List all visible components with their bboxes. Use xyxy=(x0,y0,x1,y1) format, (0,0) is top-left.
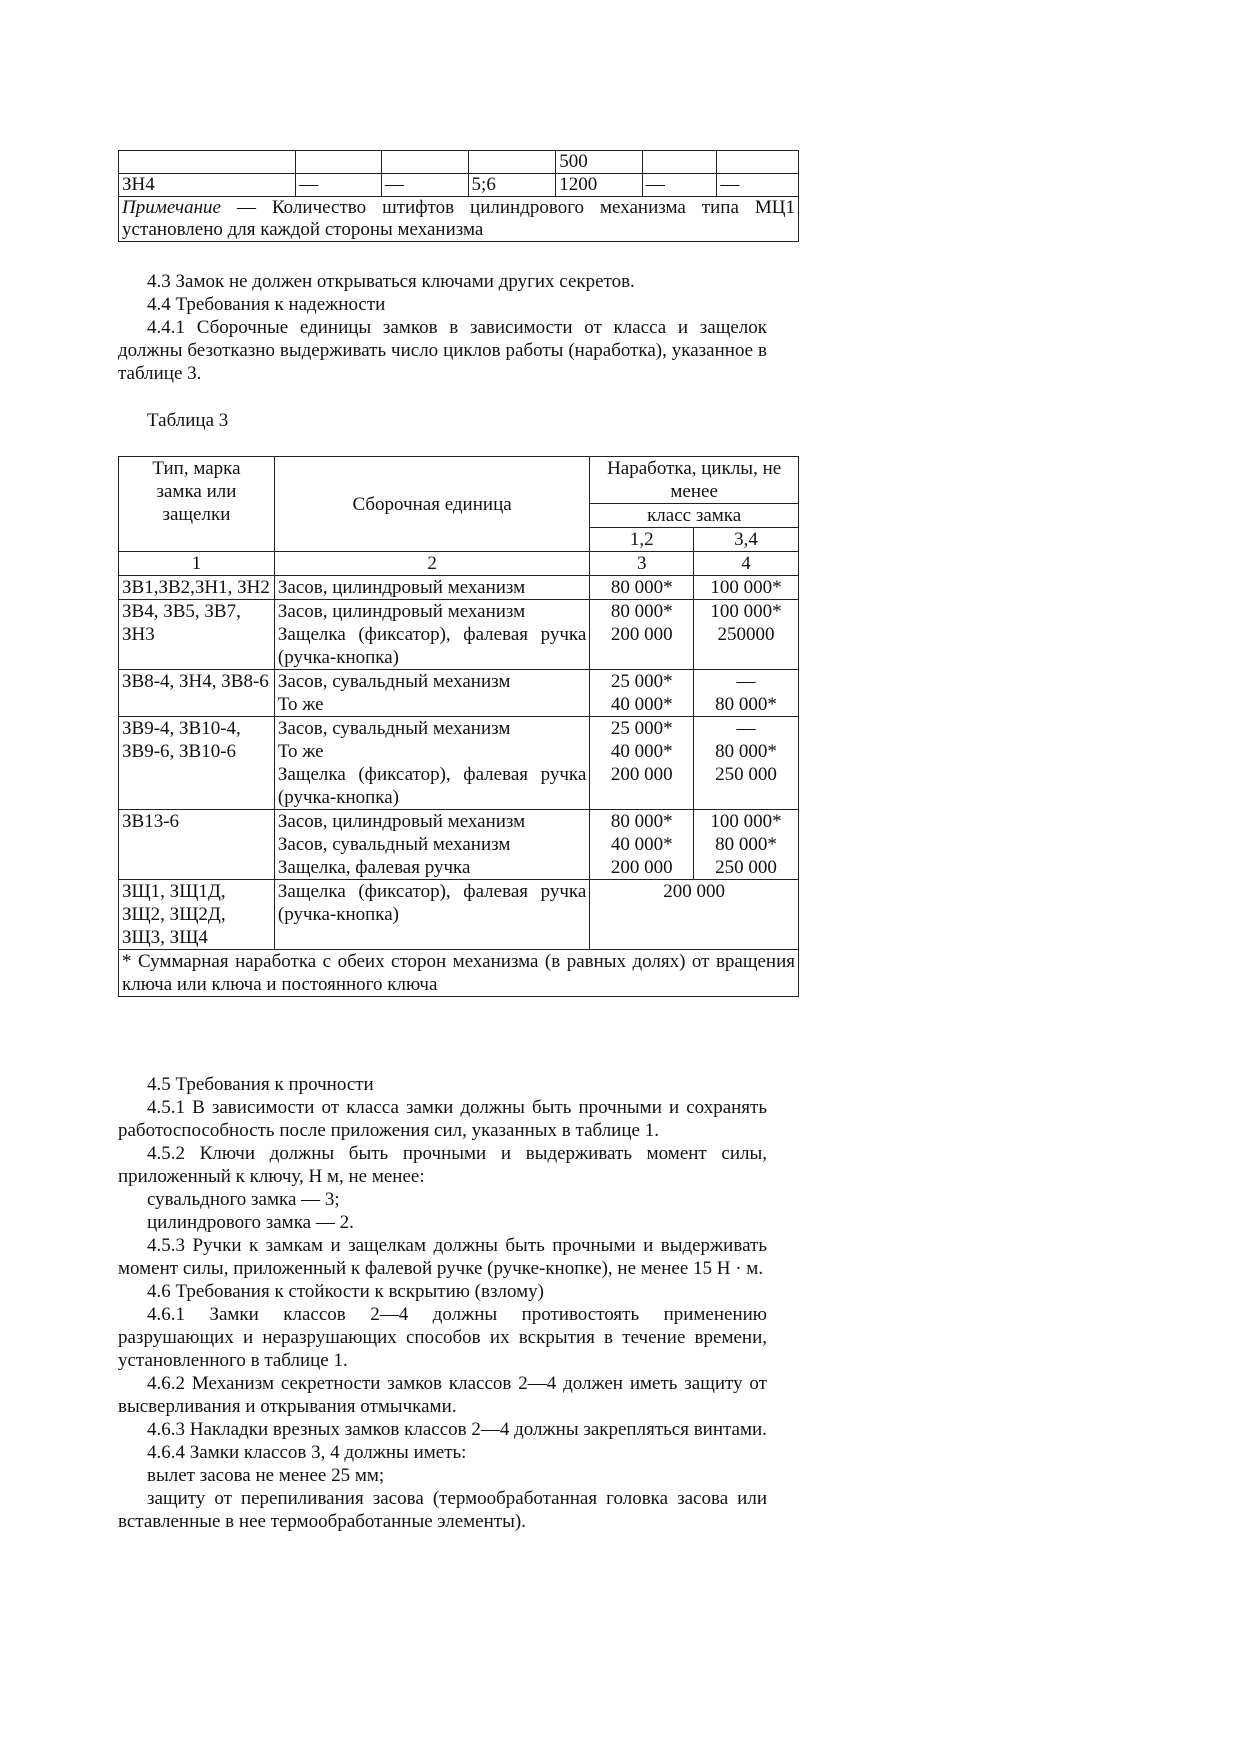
table-note-row xyxy=(119,197,799,242)
table-row xyxy=(119,717,799,810)
table-row xyxy=(119,576,799,600)
table-cell: 5;6 xyxy=(468,174,556,197)
assembly-unit-cell xyxy=(274,576,589,600)
assembly-unit: Засов, цилиндровый механизм xyxy=(277,601,526,622)
table-cell xyxy=(119,151,296,174)
assembly-unit-cell xyxy=(274,600,589,670)
assembly-unit: Защелка (фиксатор), фалевая ручка (ручка-кнопка) xyxy=(277,881,587,925)
runtime-value: 100 000* xyxy=(710,577,782,598)
runtime-class-12 xyxy=(590,810,694,880)
runtime-class-34 xyxy=(694,670,799,717)
runtime-class-34 xyxy=(694,717,799,810)
table-caption: Таблица 3 xyxy=(147,410,229,431)
table-cell: — xyxy=(717,174,799,197)
assembly-unit: Защелка (фиксатор), фалевая ручка (ручка-кнопка) xyxy=(277,764,587,808)
table-cell: — xyxy=(296,174,382,197)
table-3 xyxy=(118,456,799,997)
assembly-unit: То же xyxy=(277,694,324,715)
runtime-value: 25 000* xyxy=(610,718,673,739)
runtime-value: 80 000* xyxy=(610,601,673,622)
table-row xyxy=(119,670,799,717)
table-cell xyxy=(468,151,556,174)
paragraph: 4.4.1 Сборочные единицы замков в зависимости от класса и защелок должны безотказно выдерживать число циклов работы (наработка), указанное в таблице 3. xyxy=(118,317,767,384)
runtime-value: 200 000 xyxy=(610,764,673,785)
paragraph: сувальдного замка — 3; xyxy=(147,1189,340,1210)
table-cell xyxy=(296,151,382,174)
lock-type-cell: ЗВ4, ЗВ5, ЗВ7, ЗН3 xyxy=(119,600,275,670)
runtime-class-34 xyxy=(694,600,799,670)
table-row xyxy=(119,151,799,174)
assembly-unit-cell xyxy=(274,810,589,880)
table-cell: ЗН4 xyxy=(119,174,296,197)
table-row xyxy=(119,880,799,950)
assembly-unit: Засов, цилиндровый механизм xyxy=(277,577,526,598)
assembly-unit: То же xyxy=(277,741,324,762)
column-number: 2 xyxy=(274,552,589,576)
runtime-class-12 xyxy=(590,670,694,717)
table-row xyxy=(119,174,799,197)
column-number: 1 xyxy=(119,552,275,576)
table-cell xyxy=(642,151,717,174)
runtime-value: 80 000* xyxy=(715,834,777,855)
paragraph: 4.6.4 Замки классов 3, 4 должны иметь: xyxy=(147,1442,467,1463)
assembly-unit-cell xyxy=(274,670,589,717)
header-class-34: 3,4 xyxy=(694,528,799,552)
runtime-value: 100 000* xyxy=(710,601,782,622)
paragraph: 4.6.1 Замки классов 2—4 должны противостоять применению разрушающих и неразрушающих способов их вскрытия в течение времени, установленного в таблице 1. xyxy=(118,1304,767,1371)
paragraph: 4.6.3 Накладки врезных замков классов 2—4 должны закрепляться винтами. xyxy=(147,1419,767,1440)
runtime-value: 100 000* xyxy=(710,811,782,832)
runtime-class-12 xyxy=(590,717,694,810)
table-row xyxy=(119,600,799,670)
table-row xyxy=(119,810,799,880)
table-cell: — xyxy=(642,174,717,197)
lock-type-cell: ЗВ1,ЗВ2,ЗН1, ЗН2 xyxy=(119,576,275,600)
paragraph: 4.5.1 В зависимости от класса замки должны быть прочными и сохранять работоспособность после приложения сил, указанных в таблице 1. xyxy=(118,1097,767,1141)
header-type: Тип, марка замка или защелки xyxy=(119,457,275,552)
paragraph: вылет засова не менее 25 мм; xyxy=(147,1465,385,1486)
runtime-class-12 xyxy=(590,576,694,600)
table-cell xyxy=(717,151,799,174)
header-runtime: Наработка, циклы, не менее xyxy=(590,457,799,504)
lock-type-cell: ЗВ8-4, ЗН4, ЗВ8-6 xyxy=(119,670,275,717)
table-cell: 1200 xyxy=(556,174,643,197)
table-note xyxy=(119,197,799,242)
assembly-unit: Защелка, фалевая ручка xyxy=(277,857,471,878)
table-number-row xyxy=(119,552,799,576)
runtime-value: 40 000* xyxy=(610,741,673,762)
paragraph: 4.5.3 Ручки к замкам и защелкам должны быть прочными и выдерживать момент силы, приложенный к фалевой ручке (ручке-кнопке), не менее 15 Н · м. xyxy=(118,1235,767,1279)
section-4-5-4-6 xyxy=(118,1073,767,1533)
paragraph: 4.4 Требования к надежности xyxy=(147,294,386,315)
table-caption-block xyxy=(118,409,767,432)
table-header-row xyxy=(119,457,799,504)
runtime-value: 200 000 xyxy=(610,857,673,878)
section-4-3-4-4 xyxy=(118,270,767,385)
runtime-value: 80 000* xyxy=(610,577,673,598)
header-class: класс замка xyxy=(590,504,799,528)
column-number: 3 xyxy=(590,552,694,576)
runtime-value: 40 000* xyxy=(610,694,673,715)
paragraph: 4.3 Замок не должен открываться ключами других секретов. xyxy=(147,271,635,292)
header-class-12: 1,2 xyxy=(590,528,694,552)
paragraph: 4.5.2 Ключи должны быть прочными и выдерживать момент силы, приложенный к ключу, Н м, не менее: xyxy=(118,1143,767,1187)
assembly-unit: Засов, сувальдный механизм xyxy=(277,834,511,855)
runtime-class-34 xyxy=(694,576,799,600)
lock-type-cell: ЗВ13-6 xyxy=(119,810,275,880)
runtime-value: 80 000* xyxy=(715,694,777,715)
paragraph: цилиндрового замка — 2. xyxy=(147,1212,354,1233)
paragraph: 4.6.2 Механизм секретности замков классов 2—4 должен иметь защиту от высверливания и открывания отмычками. xyxy=(118,1373,767,1417)
header-unit: Сборочная единица xyxy=(274,457,589,552)
assembly-unit: Засов, цилиндровый механизм xyxy=(277,811,526,832)
table-cell xyxy=(381,151,468,174)
assembly-unit-cell xyxy=(274,880,589,950)
table-cell: — xyxy=(381,174,468,197)
runtime-value: — xyxy=(736,718,756,739)
table-footnote: * Суммарная наработка с обеих сторон механизма (в равных долях) от вращения ключа или ключа и постоянного ключа xyxy=(119,950,799,997)
note-text: — Количество штифтов цилиндрового механизма типа МЦ1 установлено для каждой стороны механизма xyxy=(122,197,795,240)
assembly-unit: Защелка (фиксатор), фалевая ручка (ручка-кнопка) xyxy=(277,624,587,668)
runtime-value: 40 000* xyxy=(610,834,673,855)
runtime-value: 80 000* xyxy=(610,811,673,832)
runtime-value: 200 000 xyxy=(610,624,673,645)
runtime-value: 250 000 xyxy=(715,764,777,785)
runtime-value: 80 000* xyxy=(715,741,777,762)
lock-type-cell: ЗЩ1, ЗЩ1Д, ЗЩ2, ЗЩ2Д, ЗЩ3, ЗЩ4 xyxy=(119,880,275,950)
assembly-unit: Засов, сувальдный механизм xyxy=(277,671,511,692)
runtime-value: 250000 xyxy=(717,624,775,645)
paragraph: 4.5 Требования к прочности xyxy=(147,1074,374,1095)
runtime-class-34 xyxy=(694,810,799,880)
note-label: Примечание xyxy=(122,197,221,218)
runtime-class-12 xyxy=(590,600,694,670)
paragraph: защиту от перепиливания засова (термообработанная головка засова или вставленные в нее термообработанные элементы). xyxy=(118,1488,767,1532)
runtime-value: 25 000* xyxy=(610,671,673,692)
runtime-value: — xyxy=(736,671,756,692)
lock-type-cell: ЗВ9-4, ЗВ10-4, ЗВ9-6, ЗВ10-6 xyxy=(119,717,275,810)
assembly-unit: Засов, сувальдный механизм xyxy=(277,718,511,739)
runtime-merged: 200 000 xyxy=(590,880,799,950)
runtime-value: 250 000 xyxy=(715,857,777,878)
column-number: 4 xyxy=(694,552,799,576)
assembly-unit-cell xyxy=(274,717,589,810)
paragraph: 4.6 Требования к стойкости к вскрытию (взлому) xyxy=(147,1281,544,1302)
table-2-continuation xyxy=(118,150,799,242)
table-footnote-row xyxy=(119,950,799,997)
table-cell: 500 xyxy=(556,151,643,174)
